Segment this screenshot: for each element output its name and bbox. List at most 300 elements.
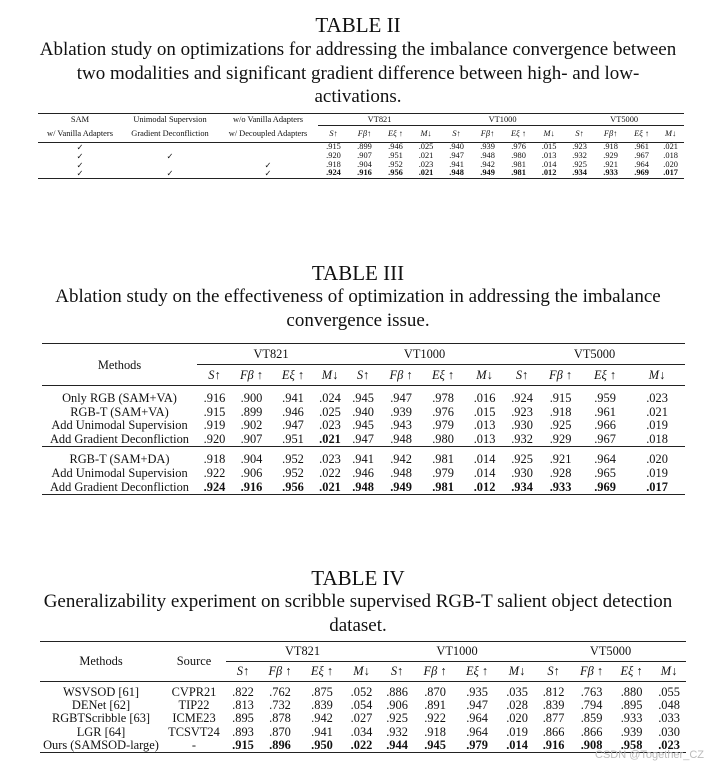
- value-cell: .018: [646, 432, 668, 446]
- value-cell: .907: [357, 151, 372, 160]
- value-cell: .942: [390, 453, 412, 467]
- value-cell: .033: [658, 712, 680, 726]
- method-cell: Add Gradient Deconfliction: [49, 432, 189, 446]
- value-cell: .019: [506, 725, 528, 739]
- value-cell: .899: [240, 405, 263, 419]
- value-cell: .918: [549, 405, 572, 419]
- metric-header: Fβ ↑: [389, 368, 413, 382]
- value-cell: .948: [390, 466, 412, 480]
- t2-h-decoupled: w/ Decoupled Adapters: [228, 128, 308, 138]
- value-cell: .907: [240, 432, 263, 446]
- value-cell: .946: [282, 405, 304, 419]
- value-cell: .893: [232, 725, 254, 739]
- table-row: [38, 152, 684, 161]
- t2-h-sam: SAM: [70, 115, 90, 125]
- value-cell: .924: [511, 392, 533, 405]
- value-cell: .019: [646, 419, 668, 433]
- value-cell: .017: [646, 480, 668, 494]
- value-cell: .929: [549, 432, 572, 446]
- value-cell: .947: [282, 419, 304, 433]
- value-cell: .870: [424, 686, 446, 699]
- value-cell: .880: [620, 686, 643, 699]
- value-cell: .866: [542, 725, 565, 739]
- value-cell: .812: [542, 686, 565, 699]
- metric-header: Fβ ↑: [239, 368, 264, 382]
- value-cell: .866: [580, 725, 603, 739]
- metric-header: M↓: [353, 664, 370, 678]
- table-row: [42, 419, 685, 433]
- value-cell: .020: [663, 160, 678, 169]
- table-row: [40, 699, 686, 712]
- value-cell: .942: [311, 712, 333, 726]
- method-cell: RGB-T (SAM+DA): [69, 453, 170, 467]
- metric-header: M↓: [660, 664, 678, 678]
- value-cell: .025: [319, 405, 341, 419]
- value-cell: .900: [240, 392, 263, 405]
- value-cell: .923: [572, 142, 587, 151]
- method-cell: RGB-T (SAM+VA): [70, 405, 169, 419]
- value-cell: .924: [326, 169, 341, 178]
- value-cell: .732: [269, 699, 291, 713]
- value-cell: .925: [386, 712, 408, 726]
- value-cell: .979: [432, 419, 454, 433]
- value-cell: .967: [634, 151, 649, 160]
- t2-h-vt5000: VT5000: [564, 114, 684, 126]
- t2-m-e: Eξ ↑: [634, 129, 650, 138]
- source-cell: -: [191, 738, 197, 752]
- value-cell: .895: [620, 699, 643, 713]
- t2-h-gradient: Gradient Deconfliction: [131, 128, 209, 138]
- value-cell: .919: [203, 419, 226, 433]
- t2-h-vt821: VT821: [318, 114, 441, 126]
- value-cell: .920: [203, 432, 226, 446]
- value-cell: .941: [282, 392, 304, 405]
- metric-header: S↑: [390, 664, 404, 678]
- t4-source-header: Source: [162, 642, 226, 682]
- value-cell: .922: [203, 466, 226, 480]
- table-row: [42, 406, 685, 420]
- value-cell: .978: [432, 392, 454, 405]
- value-cell: .839: [311, 699, 333, 713]
- value-cell: .023: [658, 738, 680, 752]
- check-cell: ✓: [166, 151, 174, 161]
- value-cell: .969: [594, 480, 616, 494]
- table4-label: TABLE IV: [311, 566, 405, 590]
- value-cell: .918: [326, 160, 341, 169]
- value-cell: .902: [240, 419, 263, 433]
- value-cell: .922: [424, 712, 446, 726]
- check-cell: ✓: [76, 151, 84, 161]
- metric-header: Fβ ↑: [423, 664, 447, 678]
- t4-h-vt821: VT821: [226, 642, 379, 662]
- table4: [40, 641, 686, 753]
- t2-h-vanilla: w/ Vanilla Adapters: [47, 128, 113, 138]
- value-cell: .964: [634, 160, 649, 169]
- value-cell: .916: [240, 480, 263, 494]
- value-cell: .935: [466, 686, 488, 699]
- value-cell: .946: [352, 466, 374, 480]
- value-cell: .933: [620, 712, 643, 726]
- t2-m-f: Fβ↑: [480, 129, 495, 138]
- table-row: [38, 161, 684, 170]
- value-cell: .944: [386, 738, 408, 752]
- value-cell: .014: [506, 738, 528, 752]
- value-cell: .930: [511, 419, 533, 433]
- value-cell: .012: [473, 480, 496, 494]
- value-cell: .021: [319, 432, 341, 446]
- t2-m-s: S↑: [452, 129, 461, 138]
- t2-m-s: S↑: [329, 129, 338, 138]
- value-cell: .951: [282, 432, 304, 446]
- t2-m-s: S↑: [575, 129, 584, 138]
- check-cell: ✓: [166, 169, 174, 179]
- value-cell: .947: [352, 432, 374, 446]
- value-cell: .021: [646, 405, 668, 419]
- value-cell: .940: [352, 405, 374, 419]
- value-cell: .933: [603, 169, 618, 178]
- t4-h-vt1000: VT1000: [379, 642, 535, 662]
- value-cell: .956: [282, 480, 304, 494]
- table-row: [42, 433, 685, 447]
- value-cell: .916: [357, 169, 372, 178]
- value-cell: .934: [511, 480, 533, 494]
- value-cell: .945: [424, 738, 446, 752]
- t2-m-e: Eξ ↑: [511, 129, 527, 138]
- table-row: [42, 453, 685, 467]
- value-cell: .054: [350, 699, 373, 713]
- value-cell: .921: [549, 453, 572, 467]
- value-cell: .946: [388, 142, 403, 151]
- metric-header: S↑: [208, 368, 221, 382]
- value-cell: .925: [549, 419, 572, 433]
- source-cell: CVPR21: [171, 686, 217, 699]
- value-cell: .839: [542, 699, 565, 713]
- metric-header: S↑: [236, 664, 250, 678]
- t2-m-m: M↓: [665, 129, 677, 138]
- value-cell: .981: [511, 169, 526, 178]
- value-cell: .878: [269, 712, 291, 726]
- check-cell: [218, 152, 318, 161]
- value-cell: .921: [603, 160, 618, 169]
- check-cell: ✓: [76, 169, 84, 179]
- check-cell: ✓: [76, 142, 84, 152]
- metric-header: M↓: [508, 664, 526, 678]
- check-cell: [122, 161, 218, 170]
- value-cell: .899: [357, 142, 372, 151]
- value-cell: .916: [203, 392, 226, 405]
- value-cell: .020: [646, 453, 668, 467]
- value-cell: .923: [511, 405, 533, 419]
- value-cell: .976: [511, 142, 526, 151]
- value-cell: .891: [424, 699, 446, 713]
- check-cell: [218, 143, 318, 152]
- value-cell: .976: [432, 405, 454, 419]
- value-cell: .028: [506, 699, 528, 713]
- t2-m-m: M↓: [420, 129, 432, 138]
- value-cell: .013: [473, 432, 496, 446]
- t3-methods-header: Methods: [42, 344, 197, 386]
- value-cell: .949: [390, 480, 412, 494]
- value-cell: .979: [432, 466, 454, 480]
- value-cell: .981: [432, 453, 454, 467]
- value-cell: .017: [663, 169, 678, 178]
- metric-header: S↑: [547, 664, 560, 678]
- value-cell: .021: [418, 151, 434, 160]
- value-cell: .014: [541, 160, 557, 169]
- value-cell: .943: [390, 419, 412, 433]
- value-cell: .930: [511, 466, 533, 480]
- t2-m-m: M↓: [543, 129, 555, 138]
- value-cell: .019: [646, 466, 668, 480]
- value-cell: .906: [386, 699, 408, 713]
- value-cell: .915: [203, 405, 226, 419]
- metric-header: Eξ ↑: [620, 664, 643, 678]
- value-cell: .940: [449, 142, 464, 151]
- value-cell: .048: [658, 699, 680, 713]
- value-cell: .015: [473, 405, 496, 419]
- value-cell: .965: [594, 466, 616, 480]
- value-cell: .021: [663, 142, 678, 151]
- value-cell: .023: [646, 392, 668, 405]
- source-cell: TCSVT24: [168, 725, 220, 739]
- table-row: [38, 169, 684, 178]
- value-cell: .939: [480, 142, 495, 151]
- check-cell: ✓: [76, 160, 84, 170]
- value-cell: .021: [319, 480, 341, 494]
- value-cell: .958: [620, 738, 643, 752]
- value-cell: .013: [541, 151, 557, 160]
- source-cell: TIP22: [178, 699, 210, 713]
- value-cell: .896: [269, 738, 291, 752]
- value-cell: .964: [466, 712, 488, 726]
- value-cell: .925: [511, 453, 533, 467]
- value-cell: .906: [240, 466, 263, 480]
- value-cell: .024: [319, 392, 341, 405]
- value-cell: .956: [388, 169, 403, 178]
- method-cell: RGBTScribble [63]: [51, 712, 151, 726]
- value-cell: .947: [466, 699, 488, 713]
- t2-h-vt1000: VT1000: [441, 114, 564, 126]
- table2: [38, 113, 684, 179]
- value-cell: .035: [506, 686, 528, 699]
- value-cell: .915: [232, 738, 254, 752]
- value-cell: .918: [424, 725, 446, 739]
- value-cell: .964: [594, 453, 616, 467]
- value-cell: .904: [240, 453, 263, 467]
- value-cell: .981: [511, 160, 526, 169]
- table4-caption: Generalizability experiment on scribble supervised RGB-T salient object detection dataset.: [43, 591, 673, 636]
- t4-h-vt5000: VT5000: [535, 642, 686, 662]
- t2-m-f: Fβ↑: [603, 129, 618, 138]
- table-row: [40, 686, 686, 699]
- table-row: [40, 712, 686, 725]
- metric-header: Fβ ↑: [268, 664, 292, 678]
- value-cell: .027: [350, 712, 373, 726]
- metric-header: M↓: [476, 368, 493, 382]
- value-cell: .939: [390, 405, 412, 419]
- value-cell: .052: [350, 686, 373, 699]
- value-cell: .870: [269, 725, 291, 739]
- value-cell: .877: [542, 712, 565, 726]
- value-cell: .822: [232, 686, 254, 699]
- method-cell: DENet [62]: [71, 699, 131, 713]
- value-cell: .932: [572, 151, 587, 160]
- value-cell: .023: [319, 419, 341, 433]
- value-cell: .763: [580, 686, 603, 699]
- value-cell: .952: [282, 453, 304, 467]
- value-cell: .918: [603, 142, 618, 151]
- value-cell: .945: [352, 419, 374, 433]
- t2-h-unimodal: Unimodal Supervsion: [133, 115, 207, 125]
- value-cell: .925: [572, 160, 587, 169]
- value-cell: .916: [542, 738, 565, 752]
- metric-header: Eξ ↑: [310, 664, 334, 678]
- value-cell: .023: [319, 453, 341, 467]
- source-cell: ICME23: [172, 712, 216, 726]
- value-cell: .886: [386, 686, 408, 699]
- method-cell: Ours (SAMSOD-large): [43, 738, 159, 752]
- value-cell: .920: [326, 151, 341, 160]
- table-row: [42, 392, 685, 406]
- value-cell: .915: [549, 392, 572, 405]
- value-cell: .013: [473, 419, 496, 433]
- value-cell: .947: [390, 392, 412, 405]
- value-cell: .915: [326, 142, 341, 151]
- metric-header: Fβ ↑: [580, 664, 604, 678]
- value-cell: .018: [663, 151, 678, 160]
- value-cell: .979: [466, 738, 488, 752]
- metric-header: Eξ ↑: [431, 368, 455, 382]
- value-cell: .934: [572, 169, 587, 178]
- value-cell: .932: [511, 432, 533, 446]
- value-cell: .030: [658, 725, 680, 739]
- value-cell: .813: [232, 699, 254, 713]
- method-cell: Add Gradient Deconfliction: [49, 480, 189, 494]
- value-cell: .941: [449, 160, 464, 169]
- value-cell: .762: [269, 686, 291, 699]
- t3-h-vt1000: VT1000: [345, 344, 504, 365]
- value-cell: .949: [480, 169, 495, 178]
- check-cell: [122, 143, 218, 152]
- value-cell: .969: [634, 169, 649, 178]
- value-cell: .021: [418, 169, 434, 178]
- method-cell: Only RGB (SAM+VA): [62, 392, 177, 405]
- metric-header: S↑: [515, 368, 529, 382]
- value-cell: .945: [352, 392, 374, 405]
- value-cell: .022: [350, 738, 373, 752]
- metric-header: S↑: [356, 368, 370, 382]
- value-cell: .941: [311, 725, 333, 739]
- value-cell: .948: [480, 151, 495, 160]
- metric-header: Eξ ↑: [465, 664, 489, 678]
- table3-caption: Ablation study on the effectiveness of optimization in addressing the imbalance convergence issue.: [55, 286, 661, 331]
- table-row: [38, 143, 684, 152]
- t2-m-e: Eξ ↑: [388, 129, 403, 138]
- table3: [42, 343, 685, 495]
- value-cell: .948: [352, 480, 374, 494]
- value-cell: .875: [311, 686, 333, 699]
- metric-header: Eξ ↑: [593, 368, 617, 382]
- value-cell: .932: [386, 725, 408, 739]
- table3-label: TABLE III: [311, 261, 405, 285]
- table-row: [40, 726, 686, 739]
- value-cell: .014: [473, 466, 496, 480]
- check-cell: ✓: [264, 160, 272, 170]
- value-cell: .947: [449, 151, 464, 160]
- value-cell: .939: [620, 725, 643, 739]
- value-cell: .964: [466, 725, 488, 739]
- table-row: [42, 481, 685, 495]
- value-cell: .961: [634, 142, 649, 151]
- metric-header: M↓: [648, 368, 666, 382]
- value-cell: .981: [432, 480, 454, 494]
- value-cell: .016: [473, 392, 496, 405]
- value-cell: .918: [203, 453, 226, 467]
- value-cell: .012: [541, 169, 557, 178]
- watermark: CSDN @Together_CZ: [595, 749, 704, 761]
- table2-caption: Ablation study on optimizations for addressing the imbalance convergence between two modalities and significant gradient difference between high- and low- activations.: [39, 39, 677, 107]
- value-cell: .966: [594, 419, 616, 433]
- t4-methods-header: Methods: [40, 642, 162, 682]
- value-cell: .950: [311, 738, 333, 752]
- t2-h-wo-vanilla: w/o Vanilla Adapters: [232, 115, 304, 125]
- check-cell: ✓: [264, 169, 272, 179]
- value-cell: .904: [357, 160, 372, 169]
- value-cell: .908: [580, 738, 603, 752]
- t3-h-vt821: VT821: [197, 344, 345, 365]
- t2-m-f: Fβ↑: [357, 129, 372, 138]
- value-cell: .023: [418, 160, 434, 169]
- value-cell: .015: [541, 142, 557, 151]
- value-cell: .859: [580, 712, 603, 726]
- method-cell: Add Unimodal Supervision: [51, 466, 188, 480]
- t3-h-vt5000: VT5000: [504, 344, 685, 365]
- table-row: [40, 739, 686, 753]
- value-cell: .933: [549, 480, 572, 494]
- method-cell: WSVSOD [61]: [62, 686, 140, 699]
- value-cell: .948: [449, 169, 464, 178]
- value-cell: .055: [658, 686, 680, 699]
- metric-header: M↓: [321, 368, 339, 382]
- value-cell: .924: [203, 480, 226, 494]
- value-cell: .967: [594, 432, 616, 446]
- value-cell: .952: [388, 160, 403, 169]
- value-cell: .980: [432, 432, 454, 446]
- table2-label: TABLE II: [315, 13, 401, 37]
- value-cell: .959: [594, 392, 616, 405]
- value-cell: .929: [603, 151, 618, 160]
- value-cell: .948: [390, 432, 412, 446]
- value-cell: .941: [352, 453, 374, 467]
- value-cell: .025: [418, 142, 434, 151]
- value-cell: .928: [549, 466, 572, 480]
- metric-header: Fβ ↑: [549, 368, 573, 382]
- value-cell: .952: [282, 466, 304, 480]
- value-cell: .014: [473, 453, 496, 467]
- value-cell: .034: [350, 725, 373, 739]
- value-cell: .794: [580, 699, 603, 713]
- method-cell: Add Unimodal Supervision: [51, 419, 188, 433]
- value-cell: .980: [511, 151, 526, 160]
- table-row: [42, 467, 685, 481]
- metric-header: Eξ ↑: [281, 368, 305, 382]
- value-cell: .961: [594, 405, 616, 419]
- method-cell: LGR [64]: [76, 725, 126, 739]
- value-cell: .020: [506, 712, 528, 726]
- value-cell: .022: [319, 466, 341, 480]
- value-cell: .942: [480, 160, 495, 169]
- value-cell: .895: [232, 712, 254, 726]
